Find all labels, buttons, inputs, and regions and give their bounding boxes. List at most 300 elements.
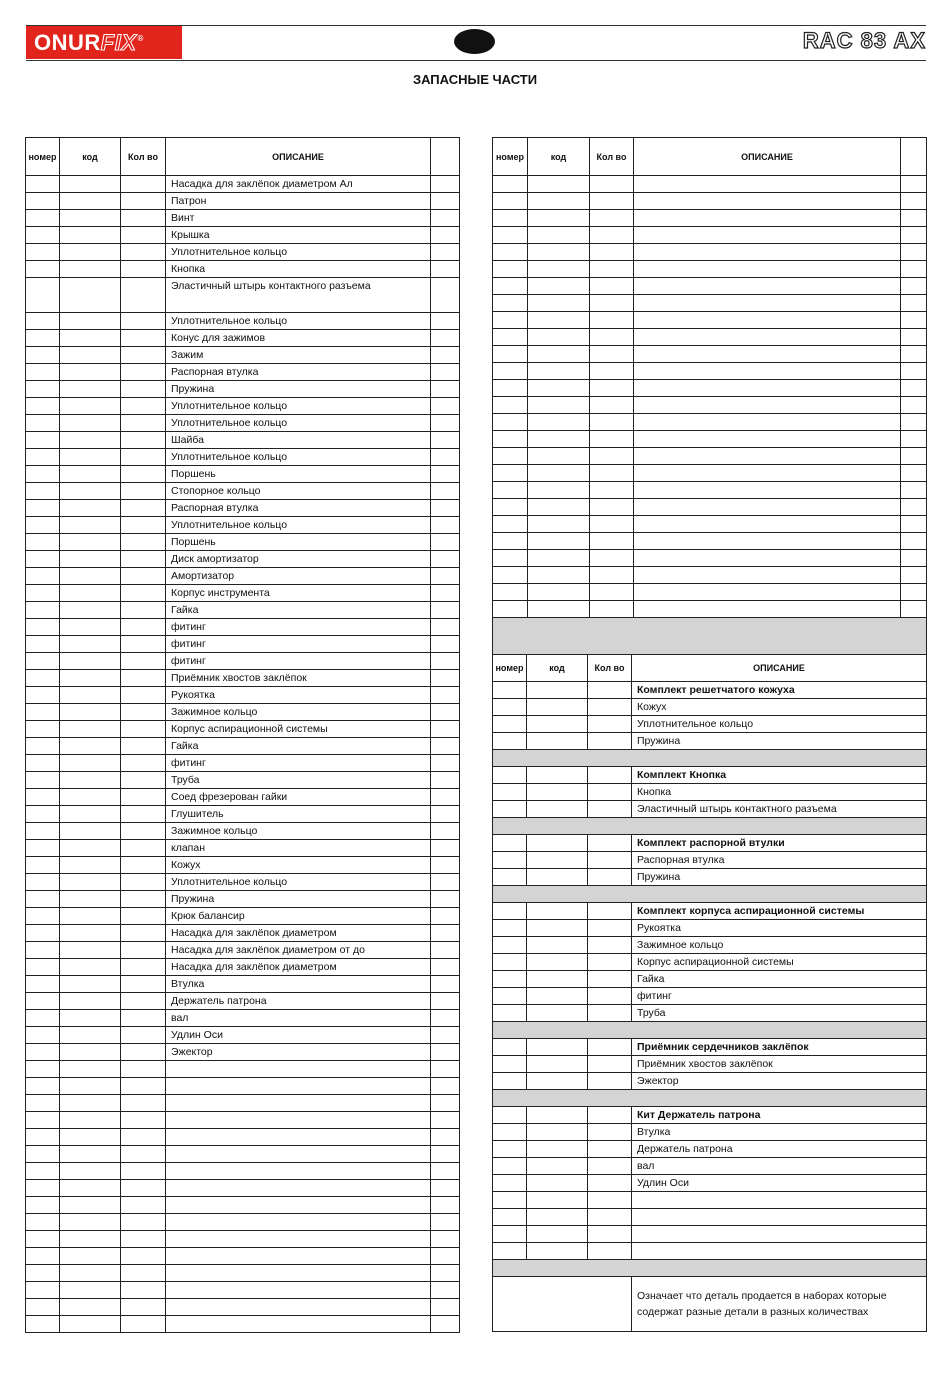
description-cell xyxy=(634,244,901,261)
qty-cell xyxy=(590,176,634,193)
table-row xyxy=(493,414,927,431)
code-cell xyxy=(528,227,590,244)
legend-row xyxy=(493,1277,927,1332)
code-cell xyxy=(528,295,590,312)
description-cell: Стопорное кольцо xyxy=(166,483,431,500)
col-extra xyxy=(901,138,927,176)
kit-item-row xyxy=(493,971,927,988)
code-cell xyxy=(527,852,588,869)
table-row xyxy=(26,1197,460,1214)
qty-cell xyxy=(121,1044,166,1061)
extra-cell xyxy=(431,1163,460,1180)
qty-cell xyxy=(588,1141,632,1158)
extra-cell xyxy=(431,176,460,193)
table-row xyxy=(493,584,927,601)
qty-cell xyxy=(121,874,166,891)
extra-cell xyxy=(431,483,460,500)
code-cell xyxy=(60,1146,121,1163)
extra-cell xyxy=(431,857,460,874)
qty-cell xyxy=(121,823,166,840)
num-cell xyxy=(26,976,60,993)
col-code: код xyxy=(60,138,121,176)
qty-cell xyxy=(588,1056,632,1073)
extra-cell xyxy=(431,993,460,1010)
num-cell xyxy=(493,954,527,971)
qty-cell xyxy=(121,976,166,993)
code-cell xyxy=(60,1197,121,1214)
description-cell xyxy=(634,380,901,397)
qty-cell xyxy=(121,721,166,738)
qty-cell xyxy=(121,483,166,500)
description-cell: Распорная втулка xyxy=(632,852,927,869)
kit-item-row xyxy=(493,869,927,886)
code-cell xyxy=(60,619,121,636)
qty-cell xyxy=(121,466,166,483)
description-cell: Эластичный штырь контактного разъема xyxy=(166,278,431,313)
num-cell xyxy=(26,1061,60,1078)
table-row xyxy=(493,210,927,227)
qty-cell xyxy=(590,210,634,227)
num-cell xyxy=(26,874,60,891)
qty-cell xyxy=(590,414,634,431)
num-cell xyxy=(493,1175,527,1192)
qty-cell xyxy=(121,1180,166,1197)
table-row xyxy=(26,942,460,959)
table-row xyxy=(26,176,460,193)
qty-cell xyxy=(590,295,634,312)
table-row xyxy=(493,397,927,414)
extra-cell xyxy=(431,261,460,278)
extra-cell xyxy=(431,1197,460,1214)
extra-cell xyxy=(431,517,460,534)
description-cell: Пружина xyxy=(166,891,431,908)
num-cell xyxy=(26,500,60,517)
num-cell xyxy=(493,1243,527,1260)
description-cell xyxy=(634,584,901,601)
num-cell xyxy=(26,1231,60,1248)
code-cell xyxy=(527,1175,588,1192)
separator-row xyxy=(493,886,927,903)
kit-item-row xyxy=(493,716,927,733)
description-cell: Держатель патрона xyxy=(166,993,431,1010)
extra-cell xyxy=(901,550,927,567)
separator-row xyxy=(493,1090,927,1107)
extra-cell xyxy=(901,210,927,227)
num-cell xyxy=(493,499,528,516)
description-cell: Рукоятка xyxy=(166,687,431,704)
table-row xyxy=(26,755,460,772)
table-row xyxy=(26,1214,460,1231)
qty-cell xyxy=(121,857,166,874)
description-cell xyxy=(166,1061,431,1078)
code-cell xyxy=(60,347,121,364)
num-cell xyxy=(26,1197,60,1214)
extra-cell xyxy=(901,244,927,261)
qty-cell xyxy=(590,584,634,601)
description-cell xyxy=(166,1316,431,1333)
code-cell xyxy=(60,278,121,313)
description-cell: Насадка для заклёпок диаметром от до xyxy=(166,942,431,959)
qty-cell xyxy=(590,448,634,465)
kit-title: Комплект Кнопка xyxy=(632,767,927,784)
extra-cell xyxy=(901,516,927,533)
code-cell xyxy=(528,499,590,516)
table-row xyxy=(26,959,460,976)
description-cell xyxy=(166,1197,431,1214)
code-cell xyxy=(60,636,121,653)
qty-cell xyxy=(588,682,632,699)
qty-cell xyxy=(121,364,166,381)
code-cell xyxy=(60,1214,121,1231)
description-cell: Кожух xyxy=(632,699,927,716)
description-cell: фитинг xyxy=(166,619,431,636)
onurfix-logo xyxy=(26,26,182,59)
num-cell xyxy=(26,636,60,653)
code-cell xyxy=(60,381,121,398)
kits-header-row xyxy=(493,655,927,682)
description-cell xyxy=(166,1163,431,1180)
description-cell xyxy=(634,193,901,210)
table-row xyxy=(493,601,927,618)
num-cell xyxy=(493,295,528,312)
code-cell xyxy=(60,755,121,772)
code-cell xyxy=(60,738,121,755)
table-row xyxy=(493,227,927,244)
extra-cell xyxy=(431,432,460,449)
table-row xyxy=(493,380,927,397)
left-parts-table xyxy=(25,137,460,1333)
table-row xyxy=(26,1248,460,1265)
kit-item-row xyxy=(493,852,927,869)
code-cell xyxy=(527,988,588,1005)
code-cell xyxy=(60,1010,121,1027)
code-cell xyxy=(527,954,588,971)
table-row xyxy=(26,908,460,925)
table-row xyxy=(493,329,927,346)
kit-item-row xyxy=(493,1192,927,1209)
separator-row xyxy=(493,1260,927,1277)
num-cell xyxy=(493,261,528,278)
num-cell xyxy=(493,567,528,584)
table-row xyxy=(26,976,460,993)
extra-cell xyxy=(431,976,460,993)
extra-cell xyxy=(431,1129,460,1146)
num-cell xyxy=(26,772,60,789)
qty-cell xyxy=(121,1095,166,1112)
code-cell xyxy=(527,1107,588,1124)
table-row xyxy=(26,313,460,330)
qty-cell xyxy=(121,1027,166,1044)
description-cell xyxy=(166,1231,431,1248)
description-cell: Эжектор xyxy=(632,1073,927,1090)
code-cell xyxy=(60,244,121,261)
num-cell xyxy=(26,517,60,534)
table-row xyxy=(26,602,460,619)
num-cell xyxy=(493,699,527,716)
code-cell xyxy=(527,1226,588,1243)
qty-cell xyxy=(588,801,632,818)
table-row xyxy=(493,516,927,533)
table-row xyxy=(493,312,927,329)
num-cell xyxy=(493,1107,527,1124)
code-cell xyxy=(60,1163,121,1180)
extra-cell xyxy=(431,1316,460,1333)
description-cell xyxy=(634,499,901,516)
num-cell xyxy=(26,330,60,347)
num-cell xyxy=(26,381,60,398)
num-cell xyxy=(493,414,528,431)
code-cell xyxy=(528,550,590,567)
num-cell xyxy=(493,329,528,346)
code-cell xyxy=(527,1209,588,1226)
kit-item-row xyxy=(493,1005,927,1022)
separator-cell xyxy=(493,1090,927,1107)
num-cell xyxy=(26,1316,60,1333)
qty-cell xyxy=(588,1243,632,1260)
num-cell xyxy=(26,1095,60,1112)
extra-cell xyxy=(431,347,460,364)
description-cell xyxy=(634,346,901,363)
code-cell xyxy=(60,925,121,942)
code-cell xyxy=(60,908,121,925)
num-cell xyxy=(493,988,527,1005)
num-cell xyxy=(493,448,528,465)
table-row xyxy=(26,1112,460,1129)
table-row xyxy=(26,551,460,568)
description-cell: Кожух xyxy=(166,857,431,874)
extra-cell xyxy=(431,1180,460,1197)
description-cell: клапан xyxy=(166,840,431,857)
code-cell xyxy=(528,397,590,414)
description-cell: Пружина xyxy=(632,869,927,886)
kit-item-row xyxy=(493,920,927,937)
description-cell: Зажимное кольцо xyxy=(166,704,431,721)
code-cell xyxy=(527,733,588,750)
code-cell xyxy=(60,1112,121,1129)
description-cell xyxy=(634,312,901,329)
code-cell xyxy=(60,602,121,619)
kit-item-row xyxy=(493,784,927,801)
qty-cell xyxy=(121,891,166,908)
num-cell xyxy=(493,1209,527,1226)
num-cell xyxy=(493,227,528,244)
extra-cell xyxy=(431,755,460,772)
num-cell xyxy=(493,682,527,699)
qty-cell xyxy=(121,1146,166,1163)
description-cell: Пружина xyxy=(166,381,431,398)
table-row xyxy=(26,449,460,466)
description-cell: Диск амортизатор xyxy=(166,551,431,568)
table-row xyxy=(26,517,460,534)
code-cell xyxy=(60,1248,121,1265)
kit-item-row xyxy=(493,954,927,971)
table-row xyxy=(26,1299,460,1316)
description-cell: Шайба xyxy=(166,432,431,449)
description-cell xyxy=(632,1226,927,1243)
code-cell xyxy=(60,176,121,193)
kit-item-row xyxy=(493,1124,927,1141)
description-cell xyxy=(634,278,901,295)
code-cell xyxy=(528,346,590,363)
extra-cell xyxy=(431,278,460,313)
num-cell xyxy=(493,767,527,784)
extra-cell xyxy=(431,1061,460,1078)
kit-item-row xyxy=(493,1158,927,1175)
qty-cell xyxy=(121,1061,166,1078)
description-cell: Уплотнительное кольцо xyxy=(166,449,431,466)
table-row xyxy=(26,585,460,602)
code-cell xyxy=(528,380,590,397)
code-cell xyxy=(527,1039,588,1056)
num-cell xyxy=(26,398,60,415)
extra-cell xyxy=(901,193,927,210)
qty-cell xyxy=(121,1316,166,1333)
description-cell: Гайка xyxy=(166,602,431,619)
description-cell: Эжектор xyxy=(166,1044,431,1061)
description-cell xyxy=(634,227,901,244)
num-cell xyxy=(26,1214,60,1231)
extra-cell xyxy=(431,670,460,687)
col-qty: Кол во xyxy=(590,138,634,176)
code-cell xyxy=(60,568,121,585)
code-cell xyxy=(60,670,121,687)
qty-cell xyxy=(121,517,166,534)
code-cell xyxy=(60,483,121,500)
table-row xyxy=(26,840,460,857)
extra-cell xyxy=(431,1027,460,1044)
table-row xyxy=(26,261,460,278)
num-cell xyxy=(493,482,528,499)
table-row xyxy=(493,550,927,567)
description-cell: Уплотнительное кольцо xyxy=(166,398,431,415)
right-empty-table xyxy=(492,137,927,618)
code-cell xyxy=(528,363,590,380)
extra-cell xyxy=(431,840,460,857)
qty-cell xyxy=(588,1175,632,1192)
code-cell xyxy=(528,533,590,550)
kit-item-row xyxy=(493,1141,927,1158)
description-cell: Корпус аспирационной системы xyxy=(632,954,927,971)
num-cell xyxy=(26,840,60,857)
code-cell xyxy=(60,261,121,278)
code-cell xyxy=(60,534,121,551)
description-cell xyxy=(634,550,901,567)
qty-cell xyxy=(121,1010,166,1027)
qty-cell xyxy=(121,534,166,551)
table-row xyxy=(26,568,460,585)
extra-cell xyxy=(431,1112,460,1129)
description-cell xyxy=(166,1095,431,1112)
table-row xyxy=(26,1231,460,1248)
page-title: ЗАПАСНЫЕ ЧАСТИ xyxy=(412,72,538,87)
qty-cell xyxy=(121,1248,166,1265)
qty-cell xyxy=(590,278,634,295)
description-cell xyxy=(166,1180,431,1197)
code-cell xyxy=(60,1231,121,1248)
num-cell xyxy=(26,1180,60,1197)
code-cell xyxy=(527,1073,588,1090)
qty-cell xyxy=(588,971,632,988)
table-row xyxy=(26,806,460,823)
num-cell xyxy=(493,1226,527,1243)
table-row xyxy=(26,432,460,449)
description-cell: Уплотнительное кольцо xyxy=(166,415,431,432)
qty-cell xyxy=(121,551,166,568)
num-cell xyxy=(26,1248,60,1265)
qty-cell xyxy=(121,772,166,789)
code-cell xyxy=(60,1027,121,1044)
extra-cell xyxy=(901,329,927,346)
code-cell xyxy=(527,835,588,852)
col-code: код xyxy=(528,138,590,176)
num-cell xyxy=(493,1056,527,1073)
description-cell: Гайка xyxy=(632,971,927,988)
qty-cell xyxy=(121,636,166,653)
table-row xyxy=(26,1282,460,1299)
table-row xyxy=(26,244,460,261)
code-cell xyxy=(527,1243,588,1260)
qty-cell xyxy=(590,363,634,380)
qty-cell xyxy=(590,601,634,618)
extra-cell xyxy=(901,295,927,312)
extra-cell xyxy=(431,364,460,381)
qty-cell xyxy=(588,1107,632,1124)
code-cell xyxy=(60,976,121,993)
description-cell: фитинг xyxy=(166,755,431,772)
extra-cell xyxy=(431,1299,460,1316)
kit-item-row xyxy=(493,733,927,750)
qty-cell xyxy=(588,903,632,920)
num-cell xyxy=(26,1299,60,1316)
num-cell xyxy=(26,721,60,738)
qty-cell xyxy=(588,716,632,733)
qty-cell xyxy=(121,568,166,585)
extra-cell xyxy=(431,636,460,653)
num-cell xyxy=(26,993,60,1010)
code-cell xyxy=(527,682,588,699)
description-cell xyxy=(634,261,901,278)
description-cell: фитинг xyxy=(632,988,927,1005)
num-cell xyxy=(26,1027,60,1044)
description-cell: Корпус аспирационной системы xyxy=(166,721,431,738)
qty-cell xyxy=(121,1282,166,1299)
qty-cell xyxy=(121,278,166,313)
code-cell xyxy=(527,767,588,784)
table-row xyxy=(493,346,927,363)
description-cell xyxy=(634,210,901,227)
extra-cell xyxy=(431,891,460,908)
extra-cell xyxy=(901,346,927,363)
table-row xyxy=(493,482,927,499)
code-cell xyxy=(527,1158,588,1175)
qty-cell xyxy=(121,1129,166,1146)
table-row xyxy=(493,363,927,380)
qty-cell xyxy=(121,210,166,227)
extra-cell xyxy=(431,415,460,432)
code-cell xyxy=(60,806,121,823)
legend-text: Означает что деталь продается в наборах которые содержат разные детали в разных количествах xyxy=(632,1277,927,1332)
extra-cell xyxy=(431,738,460,755)
extra-cell xyxy=(431,823,460,840)
code-cell xyxy=(60,398,121,415)
qty-cell xyxy=(588,767,632,784)
table-row xyxy=(26,721,460,738)
description-cell: фитинг xyxy=(166,636,431,653)
table-row xyxy=(26,1316,460,1333)
qty-cell xyxy=(121,449,166,466)
num-cell xyxy=(493,176,528,193)
qty-cell xyxy=(588,988,632,1005)
